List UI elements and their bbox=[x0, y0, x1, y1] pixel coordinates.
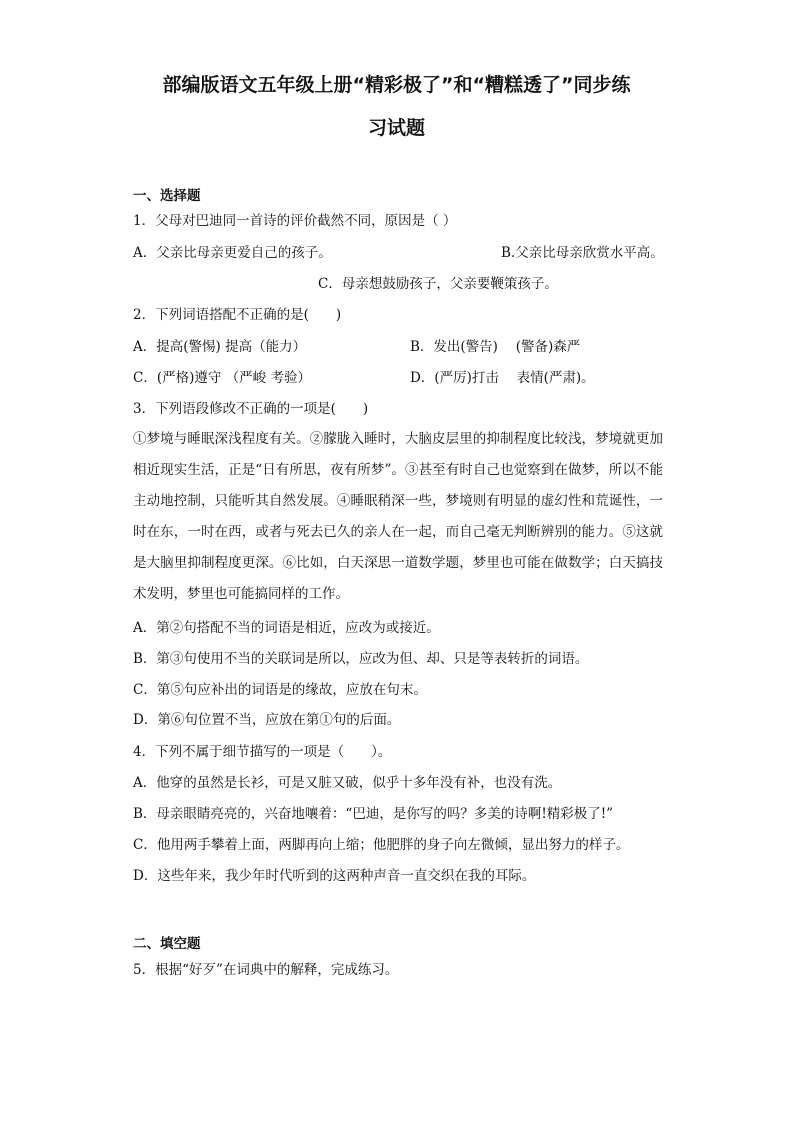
question-2-stem: 2．下列词语搭配不正确的是( ) bbox=[133, 307, 342, 323]
question-3-option-d: D．第⑥句位置不当，应放在第①句的后面。 bbox=[133, 712, 401, 728]
question-2-option-a: A．提高(警惕) 提高（能力） bbox=[133, 339, 307, 355]
question-5-stem: 5．根据“好歹”在词典中的解释，完成练习。 bbox=[133, 962, 399, 978]
question-4-option-b: B．母亲眼睛亮亮的，兴奋地嚷着：“巴迪，是你写的吗？多美的诗啊!精彩极了!” bbox=[133, 806, 614, 822]
question-3-passage: ①梦境与睡眠深浅程度有关。②朦胧入睡时，大脑皮层里的抑制程度比较浅，梦境就更加相近现实生活，正是“日有所思，夜有所梦”。③甚至有时自己也觉察到在做梦，所以不能主动地控制，只能听其自然发展。④睡眠稍深一些，梦境则有明显的虚幻性和荒诞性，一时在东，一时在西，或者与死去已久的亲人在一起，而自己毫无判断辨别的能力。⑤这就是大脑里抑制程度更深。⑥比如，白天深思一道数学题，梦里也可能在做数学；白天搞技术发明，梦里也可能搞同样的工作。 bbox=[133, 431, 663, 602]
question-4-stem: 4．下列不属于细节描写的一项是（ ）。 bbox=[133, 744, 392, 760]
question-3-option-b: B．第③句使用不当的关联词是所以，应改为但、却、只是等表转折的词语。 bbox=[133, 651, 589, 667]
document-title-line2: 习试题 bbox=[367, 117, 425, 139]
question-4-option-c: C．他用两手攀着上面，两脚再向上缩；他肥胖的身子向左微倾，显出努力的样子。 bbox=[133, 837, 630, 853]
question-4-option-a: A．他穿的虽然是长衫，可是又脏又破，似乎十多年没有补，也没有洗。 bbox=[133, 775, 562, 791]
section-heading-fill-blank: 二、填空题 bbox=[133, 936, 201, 952]
question-3-option-c: C．第⑤句应补出的词语是的缘故，应放在句末。 bbox=[133, 682, 427, 698]
question-3-stem: 3．下列语段修改不正确的一项是( ) bbox=[133, 401, 369, 417]
question-1-option-a: A．父亲比母亲更爱自己的孩子。 bbox=[133, 245, 332, 261]
question-1-stem: 1．父母对巴迪同一首诗的评价截然不同，原因是（ ） bbox=[133, 213, 457, 229]
section-heading-choice: 一、选择题 bbox=[133, 188, 201, 204]
question-3-option-a: A．第②句搭配不当的词语是相近，应改为或接近。 bbox=[133, 620, 440, 636]
question-4-option-d: D．这些年来，我少年时代听到的这两种声音一直交织在我的耳际。 bbox=[133, 868, 536, 884]
question-2-option-d: D．(严厉)打击 表情(严肃)。 bbox=[410, 370, 595, 386]
document-title-line1: 部编版语文五年级上册“精彩极了”和“糟糕透了”同步练 bbox=[162, 74, 631, 96]
question-2-option-c: C．(严格)遵守 （严峻 考验） bbox=[133, 370, 311, 386]
question-2-option-b: B．发出(警告) (警备)森严 bbox=[410, 339, 581, 355]
question-1-option-b: B.父亲比母亲欣赏水平高。 bbox=[501, 245, 664, 261]
question-1-option-c: C．母亲想鼓励孩子，父亲要鞭策孩子。 bbox=[318, 276, 558, 292]
